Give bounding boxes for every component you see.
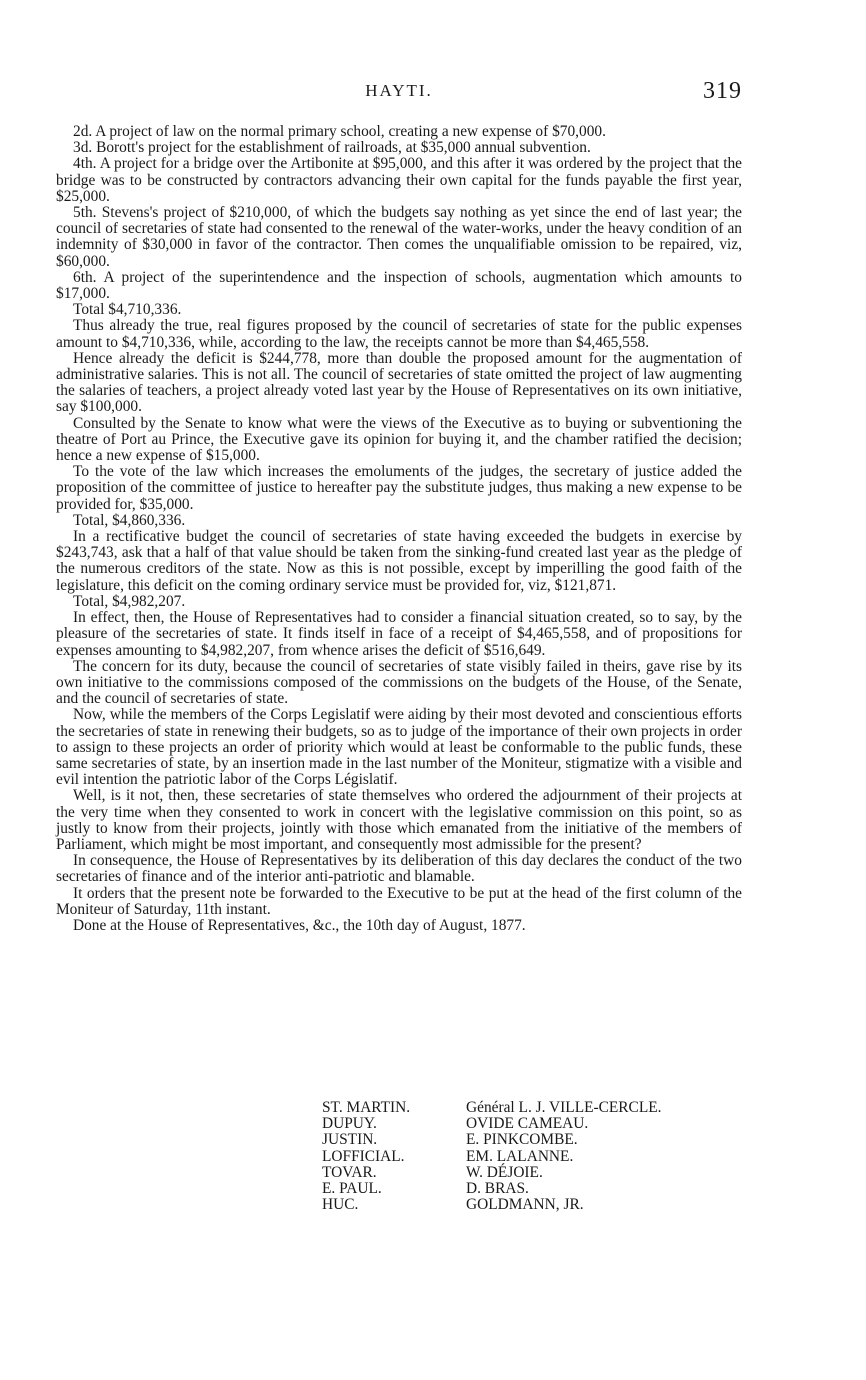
paragraph: It orders that the present note be forwarded to the Executive to be put at the head of the first column of the Moniteur of Saturday, 11th instant. (56, 884, 742, 918)
signature-column-left (322, 1100, 466, 1213)
closing-line: Done at the House of Representatives, &c., the 10th day of August, 1877. (73, 916, 526, 934)
paragraph: The concern for its duty, because the council of secretaries of state visibly failed in theirs, gave rise by its own initiative to the commissions composed of the commissions on the budgets of the House, of the Senate, and the council of secretaries of state. (56, 657, 742, 708)
paragraph: In a rectificative budget the council of secretaries of state having exceeded the budgets in exercise by $243,743, ask that a half of that value should be taken from the sinking-fund created last year as the pledge of the numerous creditors of the state. Now as this is not possible, except by imperilling the good faith of the legislature, this deficit on the coming ordinary service must be provided for, viz, $121,871. (56, 528, 742, 594)
signature-name: W. DÉJOIE. (466, 1163, 543, 1181)
paragraph: Hence already the deficit is $244,778, more than double the proposed amount for the augmentation of administrative salaries. This is not all. The council of secretaries of state omitted the project of law augmenting the salaries of teachers, a project already voted last year by the House of Representatives on its own initiative, say $100,000. (56, 349, 742, 416)
signature-name: OVIDE CAMEAU. (466, 1115, 589, 1133)
signature-name: DUPUY. (322, 1115, 377, 1133)
signature-name: GOLDMANN, JR. (466, 1196, 584, 1214)
paragraph: In consequence, the House of Representatives by its deliberation of this day declares the conduct of the two secretaries of finance and of the interior anti-patriotic and blamable. (56, 852, 742, 886)
paragraph: Consulted by the Senate to know what were the views of the Executive as to buying or subventioning the theatre of Port au Prince, the Executive gave its opinion for buying it, and the chamber ratified the decision; hence a new expense of $15,000. (56, 414, 742, 465)
paragraph: 2d. A project of law on the normal primary school, creating a new expense of $70,000. (73, 123, 606, 140)
total-line: Total, $4,860,336. (73, 511, 186, 529)
page-number: 319 (703, 78, 742, 104)
signature-name: LOFFICIAL. (322, 1147, 405, 1165)
signature-block (322, 1100, 762, 1213)
paragraph: Well, is it not, then, these secretaries of state themselves who ordered the adjournment of their projects at the very time when they consented to work in concert with the legislative commission on this point, so as justly to know from their projects, jointly with those which emanated from the initiative of the members of Parliament, which might be most important, and consequently most admissible for the present? (56, 787, 742, 853)
signature-name: Général L. J. VILLE-CERCLE. (466, 1099, 662, 1116)
paragraph: Thus already the true, real figures proposed by the council of secretaries of state for the public expenses amount to $4,710,336, while, according to the law, the receipts cannot be more than $4,465,558. (56, 317, 742, 351)
page-header (56, 78, 742, 104)
signature-name: HUC. (322, 1196, 359, 1214)
signature-name: E. PAUL. (322, 1180, 382, 1198)
paragraph: Now, while the members of the Corps Legislatif were aiding by their most devoted and conscientious efforts the secretaries of state in renewing their budgets, so as to judge of the importance of their own projects in order to assign to these projects an order of priority which would at least be conformable to the public funds, these same secretaries of state, by an insertion made in the last number of the Moniteur, stigmatize with a visible and evil intention the patriotic labor of the Corps Législatif. (56, 706, 742, 789)
signature-name: JUSTIN. (322, 1131, 378, 1149)
paragraph: 4th. A project for a bridge over the Artibonite at $95,000, and this after it was ordered by the project that the bridge was to be constructed by contractors advancing their own capital for the funds payable the first year, $25,000. (56, 155, 742, 205)
paragraph: In effect, then, the House of Representatives had to consider a financial situation created, so to say, by the pleasure of the secretaries of state. It finds itself in face of a receipt of $4,465,558, and of propositions for expenses amounting to $4,982,207, from whence arises the deficit of $516,649. (56, 609, 742, 659)
total-line: Total $4,710,336. (73, 301, 182, 319)
body-text (56, 124, 742, 934)
total-line: Total, $4,982,207. (73, 592, 186, 610)
paragraph: 5th. Stevens's project of $210,000, of which the budgets say nothing as yet since the end of last year; the council of secretaries of state had consented to the renewal of the water-works, under the heavy condition of an indemnity of $30,000 in favor of the contractor. Then comes the unqualifiable omission to be repaired, viz, $60,000. (56, 204, 742, 270)
signature-name: ST. MARTIN. (322, 1099, 411, 1116)
signature-name: E. PINKCOMBE. (466, 1131, 578, 1149)
running-title: HAYTI. (365, 81, 433, 100)
paragraph: 3d. Borott's project for the establishment of railroads, at $35,000 annual subvention. (73, 139, 591, 157)
signature-name: EM. LALANNE. (466, 1147, 574, 1165)
paragraph: To the vote of the law which increases the emoluments of the judges, the secretary of justice added the proposition of the committee of justice to hereafter pay the substitute judges, thus making a new expense to be provided for, $35,000. (56, 463, 742, 513)
signature-column-right (466, 1100, 661, 1213)
signature-name: D. BRAS. (466, 1180, 529, 1198)
signature-name: TOVAR. (322, 1163, 377, 1181)
paragraph: 6th. A project of the superintendence and the inspection of schools, augmentation which amounts to $17,000. (56, 268, 742, 303)
